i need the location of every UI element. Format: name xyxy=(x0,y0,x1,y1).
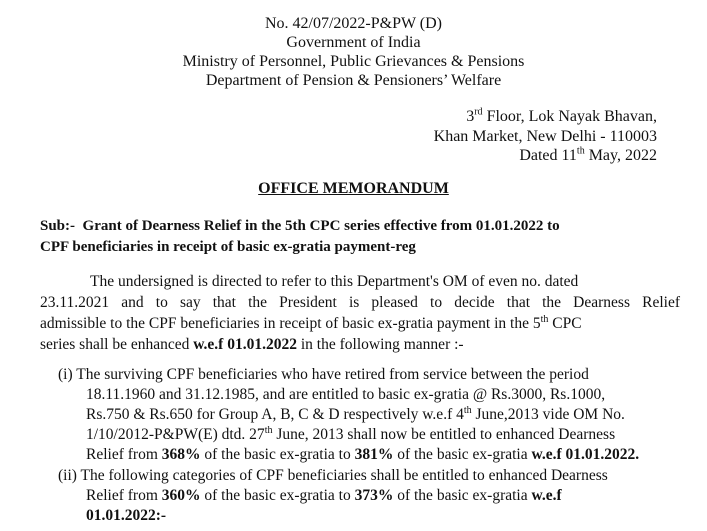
subject-text-2: CPF beneficiaries in receipt of basic ex-gratia payment-reg xyxy=(40,239,416,255)
date-superscript: th xyxy=(576,145,585,157)
floor-number: 3 xyxy=(466,108,475,125)
ministry-line: Ministry of Personnel, Public Grievances & Pensions xyxy=(182,53,525,70)
item-1-line-5-text: Relief from xyxy=(86,446,162,463)
item-2 xyxy=(58,466,680,526)
item-2-wef: w.e.f xyxy=(531,487,562,504)
document-title: OFFICE MEMORANDUM xyxy=(258,180,449,197)
item-1-effective-date: w.e.f 01.01.2022. xyxy=(531,446,640,463)
item-1-line-3 xyxy=(58,405,680,425)
paragraph-1-line-2: 23.11.2021 and to say that the President is pleased to decide that the Dearness Relief xyxy=(40,294,680,311)
floor-text: Floor, Lok Nayak Bhavan, xyxy=(482,108,657,125)
old-relief-rate: 368% xyxy=(161,446,201,463)
paragraph-1-line-4 xyxy=(40,334,680,355)
paragraph-1-line-4-end: in the following manner :- xyxy=(296,336,464,353)
item-1-line-4-text: 1/10/2012-P&PW(E) dtd. 27 xyxy=(86,426,265,443)
subject-text-1: Grant of Dearness Relief in the 5th CPC series effective from 01.01.2022 to xyxy=(82,218,560,234)
item-2-line-2-mid2: of the basic ex-gratia xyxy=(393,487,532,504)
address-market: Khan Market, New Delhi - 110003 xyxy=(433,128,657,145)
item-1-line-3-text: Rs.750 & Rs.650 for Group A, B, C & D respectively w.e.f 4 xyxy=(86,406,464,423)
new-relief-rate: 381% xyxy=(354,446,394,463)
date-rest: May, 2022 xyxy=(584,147,657,164)
paragraph-1-line-4-bold: w.e.f 01.01.2022 xyxy=(193,336,297,353)
item-2-line-1: (ii) The following categories of CPF beneficiaries shall be entitled to enhanced Dearness xyxy=(58,467,608,484)
item-1-line-4-superscript: th xyxy=(264,424,273,436)
item-2-line-3 xyxy=(58,506,680,526)
subject-line-2 xyxy=(40,237,680,258)
department-line: Department of Pension & Pensioners’ Welfare xyxy=(205,72,502,89)
item-1-line-2: 18.11.1960 and 31.12.1985, and are entitled to basic ex-gratia @ Rs.3000, Rs.1000, xyxy=(86,386,606,403)
item-2-line-2 xyxy=(58,486,680,506)
floor-superscript: rd xyxy=(474,106,483,118)
item-2-line-3-colon: :- xyxy=(155,507,167,524)
item-1-line-3-superscript: th xyxy=(463,404,472,416)
paragraph-1-line-1: The undersigned is directed to refer to this Department's OM of even no. dated xyxy=(90,273,579,290)
government-line: Government of India xyxy=(286,34,421,51)
item-1-line-4 xyxy=(58,425,680,445)
paragraph-1-line-3-text: admissible to the CPF beneficiaries in receipt of basic ex-gratia payment in the 5 xyxy=(40,315,541,332)
item-1-line-5 xyxy=(58,445,680,465)
item-1 xyxy=(58,365,680,465)
subject-label: Sub:- xyxy=(40,218,76,234)
paragraph-1-line-3 xyxy=(40,313,680,334)
date-line xyxy=(519,146,657,165)
date-prefix: Dated 11 xyxy=(519,147,577,164)
paragraph-1-line-3-superscript: th xyxy=(540,313,549,325)
item-1-line-5-mid2: of the basic ex-gratia xyxy=(393,446,532,463)
reference-number: No. 42/07/2022-P&PW (D) xyxy=(264,15,443,32)
item-2-effective-date: 01.01.2022 xyxy=(86,507,156,524)
item-2-line-2-mid: of the basic ex-gratia to xyxy=(200,487,355,504)
item-1-line-3-end: June,2013 vide OM No. xyxy=(471,406,625,423)
paragraph-1 xyxy=(40,271,680,355)
item-2-old-rate: 360% xyxy=(161,487,201,504)
subject-line-1 xyxy=(40,216,680,237)
paragraph-1-line-3-end: CPC xyxy=(548,315,582,332)
item-2-new-rate: 373% xyxy=(354,487,394,504)
item-1-line-1: (i) The surviving CPF beneficiaries who have retired from service between the period xyxy=(58,366,589,383)
paragraph-1-line-4-text: series shall be enhanced xyxy=(40,336,194,353)
address-floor xyxy=(466,107,657,126)
item-2-line-2-text: Relief from xyxy=(86,487,162,504)
subject-block xyxy=(40,216,680,258)
item-1-line-5-mid: of the basic ex-gratia to xyxy=(200,446,355,463)
item-1-line-4-end: June, 2013 shall now be entitled to enhanced Dearness xyxy=(272,426,616,443)
